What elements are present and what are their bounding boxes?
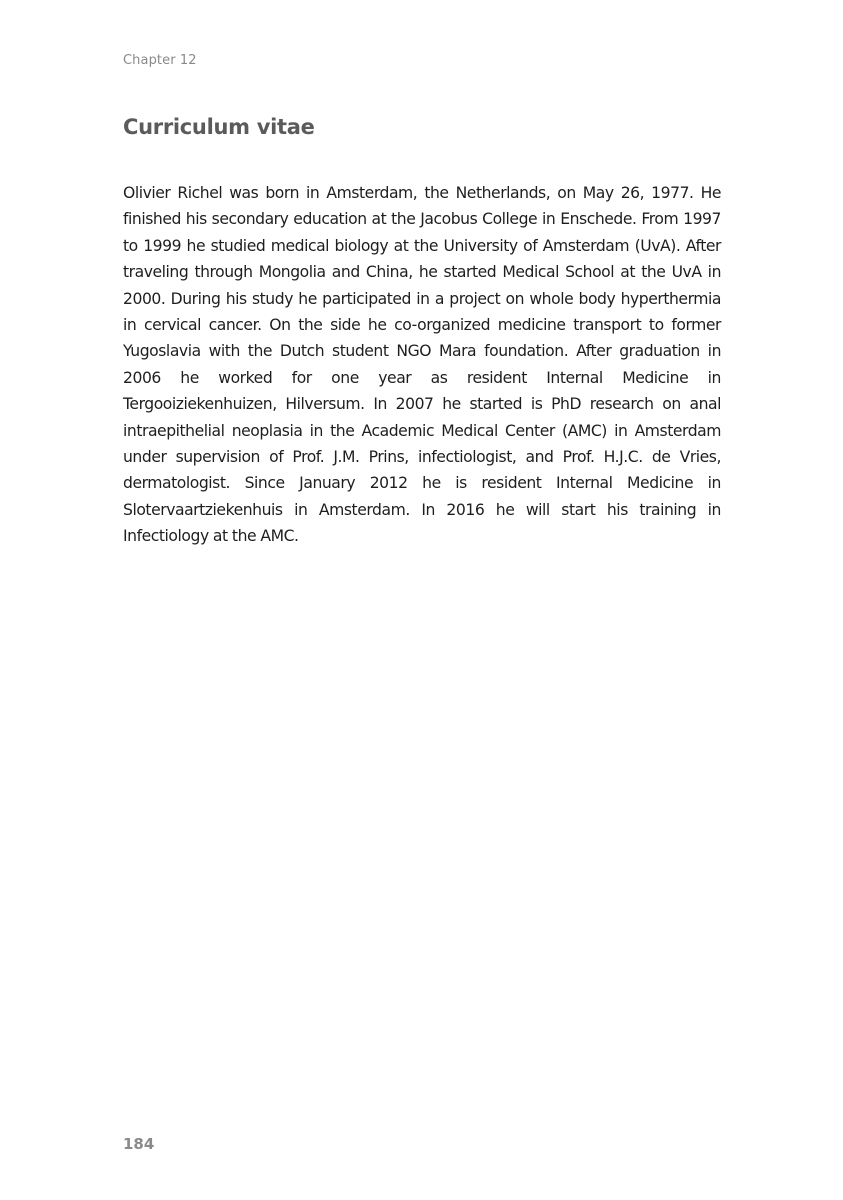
section-title: Curriculum vitae [123, 115, 315, 139]
biography-paragraph: Olivier Richel was born in Amsterdam, the Netherlands, on May 26, 1977. He finished his secondary education at the Jacobus College in Enschede. From 1997 to 1999 he studied medical biology at the University of Amsterdam (UvA). After traveling through Mongolia and China, he started Medical School at the UvA in 2000. During his study he participated in a project on whole body hyperthermia in cervical cancer. On the side he co-organized medicine transport to former Yugoslavia with the Dutch student NGO Mara foundation. After graduation in 2006 he worked for one year as resident Internal Medicine in Tergooiziekenhuizen, Hilversum. In 2007 he started is PhD research on anal intraepithelial neoplasia in the Academic Medical Center (AMC) in Amsterdam under supervision of Prof. J.M. Prins, infectiologist, and Prof. H.J.C. de Vries, dermatologist. Since January 2012 he is resident Internal Medicine in Slotervaartziekenhuis in Amsterdam. In 2016 he will start his training in Infectiology at the AMC. [123, 184, 721, 546]
running-head: Chapter 12 [123, 53, 197, 68]
page-number: 184 [123, 1135, 155, 1153]
